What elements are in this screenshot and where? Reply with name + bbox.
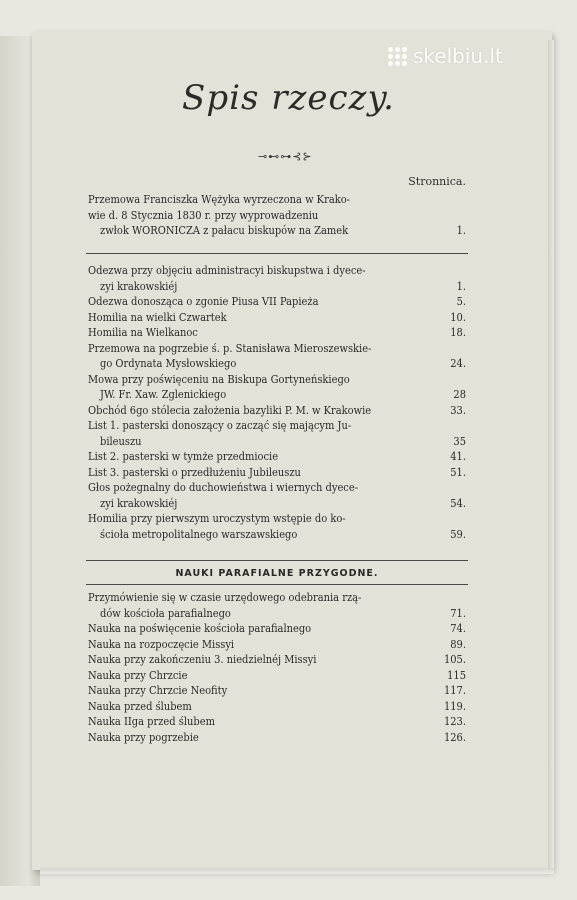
toc-entry [88,668,466,684]
toc-entry-page: 126. [443,730,466,744]
toc-entry-page: 10. [450,310,466,324]
toc-entry-title: zyi krakowskiéj [100,279,178,293]
toc-entry [88,511,466,542]
toc-entry-title: Nauka IIga przed ślubem [88,715,215,728]
toc-entry-page: 18. [450,326,466,339]
toc-entry-title: dów kościoła parafialnego [100,606,231,620]
toc-entry-page: 123. [443,715,466,728]
toc-entry-page: 33. [450,403,466,417]
toc-entry-title: go Ordynata Mysłowskiego [100,357,237,370]
toc-entry-title: ścioła metropolitalnego warszawskiego [100,527,298,541]
toc-entry [88,372,466,403]
watermark-logo-icon [388,47,407,66]
toc-entry-page: 28 [453,388,466,401]
toc-entry-line: Przymówienie się w czasie urzędowego odebrania rzą- [88,591,362,604]
toc-entry [88,652,466,668]
toc-entry-title: Nauka przy pogrzebie [88,730,199,744]
toc-entry-title: Odezwa donosząca o zgonie Piusa VII Papieża [88,295,319,308]
watermark-text: skelbiu.lt [413,44,503,68]
toc-entry-line: Mowa przy poświęceniu na Biskupa Gortyneńskiego [88,372,350,386]
toc-entry [88,341,466,372]
toc-entry-page: 41. [450,450,466,463]
toc-entry [88,683,466,699]
toc-entry-title: Nauka przy Chrzcie Neofity [88,684,228,697]
toc-entry-line: Odezwa przy objęciu administracyi biskupstwa i dyece- [88,264,366,277]
toc-entry-page: 74. [450,622,466,635]
toc-entry-page: 105. [443,653,466,666]
toc-entry [88,637,466,653]
toc-entry-title: Nauka przy Chrzcie [88,668,188,682]
toc-entry-title: Nauka na poświęcenie kościoła parafialnego [88,622,312,635]
toc-entry-page: 24. [450,357,466,370]
toc-entry [88,418,466,449]
page-title: Spis rzeczy. [182,78,395,118]
toc-entry [88,621,466,637]
divider-rule [86,560,468,561]
page-column-header: Stronnica. [408,175,466,188]
toc-entry [88,403,466,419]
toc-entry-line: wie d. 8 Stycznia 1830 r. przy wyprowadzeniu [88,208,319,222]
toc-entry [88,590,466,621]
toc-entry-title: Obchód 6go stólecia założenia bazyliki P. M. w Krakowie [88,403,372,417]
toc-entry [88,263,466,294]
toc-entry-title: Nauka przy zakończeniu 3. niedzielnéj Missyi [88,653,317,666]
ornament-divider: ⊸⊷⊶⊰⊱ [258,150,313,163]
toc-entry-page: 54. [450,496,466,510]
toc-entry-page: 1. [456,224,466,237]
toc-entry-page: 119. [443,699,466,713]
toc-entry-line: Homilia przy pierwszym uroczystym wstępie do ko- [88,512,346,525]
toc-entry-title: List 2. pasterski w tymże przedmiocie [88,450,279,463]
toc-entry [88,310,466,326]
toc-entry-title: zyi krakowskiéj [100,496,178,510]
toc-entry-page: 71. [450,606,466,620]
toc-entry-page: 115 [447,668,466,682]
toc-entry [88,699,466,715]
toc-entry-line: Przemowa na pogrzebie ś. p. Stanisława Mieroszewskie- [88,341,372,355]
toc-entry [88,192,466,239]
toc-entry [88,449,466,465]
toc-entry-title: Homilia na Wielkanoc [88,326,198,339]
toc-entry-page: 5. [456,295,466,308]
section-title: NAUKI PARAFIALNE PRZYGODNE. [175,568,379,579]
toc-entry-page: 89. [450,637,466,651]
toc-entry [88,714,466,730]
toc-entry-page: 117. [443,684,466,697]
divider-rule [86,253,468,254]
toc-entry-title: JW. Fr. Xaw. Zglenickiego [100,388,227,401]
toc-entry [88,480,466,511]
toc-entry-line: List 1. pasterski donoszący o zacząć się mającym Ju- [88,419,352,432]
toc-entry-title: Nauka przed ślubem [88,699,192,713]
watermark [388,44,503,68]
toc-entry-title: bileuszu [100,434,142,448]
toc-entry [88,465,466,481]
toc-entry-title: zwłok WORONICZA z pałacu biskupów na Zamek [100,224,349,237]
toc-entry [88,325,466,341]
toc-entry [88,730,466,746]
page-edge [548,40,554,868]
toc-entry-line: Przemowa Franciszka Wężyka wyrzeczona w Krako- [88,193,351,206]
toc-entry-title: Homilia na wielki Czwartek [88,310,227,324]
divider-rule [86,584,468,585]
toc-entry-title: List 3. pasterski o przedłużeniu Jubileuszu [88,465,301,479]
toc-entry [88,294,466,310]
toc-entry-line: Głos pożegnalny do duchowieństwa i wiernych dyece- [88,481,359,494]
toc-entry-title: Nauka na rozpoczęcie Missyi [88,637,235,651]
toc-entry-page: 1. [456,279,466,293]
toc-entry-page: 59. [450,527,466,541]
page-bottom-edge [40,868,554,874]
toc-entry-page: 35 [453,434,466,448]
toc-entry-page: 51. [450,465,466,479]
